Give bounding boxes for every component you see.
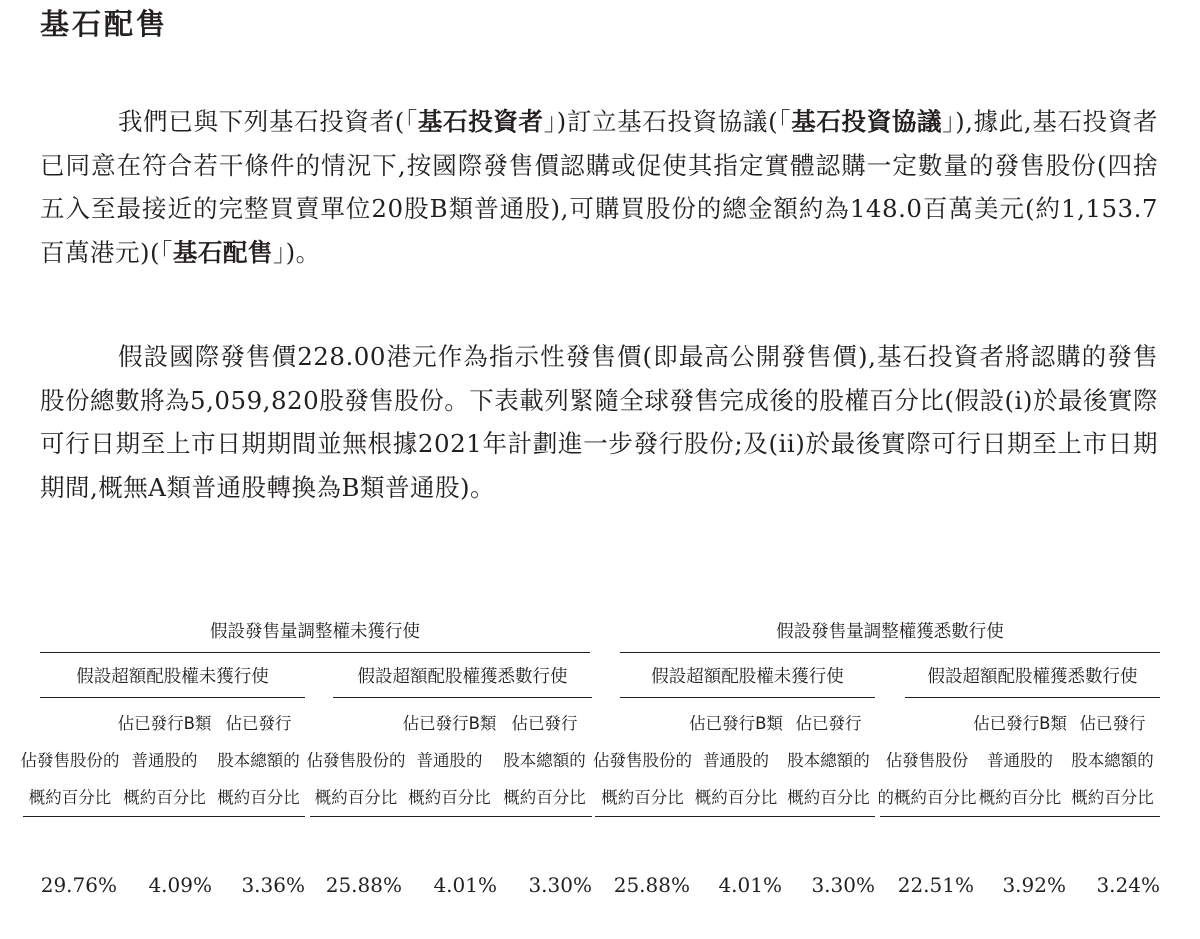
percentage-value: 4.01% bbox=[718, 873, 782, 897]
group-header: 假設發售量調整權未獲行使 bbox=[210, 622, 420, 642]
column-header-line: 概約百分比 bbox=[123, 788, 206, 807]
defined-term: 基石投資協議 bbox=[791, 107, 943, 136]
subgroup-header-rule bbox=[40, 697, 305, 698]
column-header-line: 佔發售股份的 bbox=[593, 751, 692, 770]
defined-term: 基石投資者 bbox=[417, 107, 544, 136]
percentage-value: 25.88% bbox=[325, 873, 402, 897]
paragraph-text: 我們已與下列基石投資者(「 bbox=[118, 107, 418, 136]
column-header-line: 概約百分比 bbox=[787, 788, 870, 807]
group-header-rule bbox=[40, 652, 590, 653]
column-header-rule bbox=[974, 816, 1066, 817]
column-header-rule bbox=[595, 816, 690, 817]
percentage-value: 3.30% bbox=[528, 873, 592, 897]
subgroup-header: 假設超額配股權獲悉數行使 bbox=[357, 667, 568, 687]
column-header-line: 股本總額的 bbox=[217, 751, 300, 770]
column-header-line: 普通股的 bbox=[131, 751, 198, 770]
column-header-rule bbox=[690, 816, 782, 817]
column-header-rule bbox=[310, 816, 402, 817]
column-header-line: 概約百分比 bbox=[503, 788, 586, 807]
column-header-rule bbox=[23, 816, 117, 817]
subgroup-header-rule bbox=[333, 697, 592, 698]
percentage-value: 22.51% bbox=[897, 873, 974, 897]
subgroup-header-rule bbox=[620, 697, 875, 698]
paragraph-text: 」),據此,基石投資者已同意在符合若干條件的情況下,按國際發售價認購或促使其指定實體認購一定數量的發售股份(四捨五入至最接近的完整買賣單位20股B類普通股),可購買股份的總金額約為148.0百萬美元(約1,153.7百萬港元)(「 bbox=[40, 107, 1159, 267]
column-header-line: 佔已發行 bbox=[795, 714, 862, 733]
column-header-rule bbox=[402, 816, 497, 817]
column-header-line: 佔已發行B類 bbox=[973, 714, 1067, 733]
defined-term: 基石配售 bbox=[172, 237, 273, 267]
column-header-line: 普通股的 bbox=[416, 751, 483, 770]
column-header-line: 股本總額的 bbox=[787, 751, 870, 770]
column-header-line: 佔已發行B類 bbox=[117, 714, 212, 733]
paragraph-text: 」)。 bbox=[272, 237, 321, 267]
column-header-line: 佔已發行B類 bbox=[689, 714, 783, 733]
subgroup-header: 假設超額配股權獲悉數行使 bbox=[927, 667, 1138, 687]
paragraph-cornerstone-intro bbox=[40, 100, 1158, 274]
column-header-line: 概約百分比 bbox=[978, 788, 1062, 807]
column-header-rule bbox=[1065, 816, 1160, 817]
percentage-value: 3.92% bbox=[1002, 873, 1066, 897]
column-header-line: 佔發售股份的 bbox=[20, 751, 120, 770]
column-header-line: 股本總額的 bbox=[503, 751, 586, 770]
column-header-rule bbox=[880, 816, 974, 817]
column-header-line: 佔發售股份 bbox=[885, 751, 969, 770]
column-header-line: 概約百分比 bbox=[314, 788, 398, 807]
column-header-rule bbox=[497, 816, 592, 817]
subgroup-header: 假設超額配股權未獲行使 bbox=[76, 667, 269, 687]
subgroup-header-rule bbox=[905, 697, 1160, 698]
paragraph-shareholding-assumption: 假設國際發售價228.00港元作為指示性發售價(即最高公開發售價),基石投資者將認購的發售股份總數將為5,059,820股發售股份。下表載列緊隨全球發售完成後的股權百分比(假設(i)於最後實際可行日期至上市日期期間並無根據2021年計劃進一步發行股份;及(ii)於最後實際可行日期至上市日期期間,概無A類普通股轉換為B類普通股)。 bbox=[40, 342, 1158, 502]
group-header: 假設發售量調整權獲悉數行使 bbox=[776, 622, 1004, 642]
group-header-rule bbox=[620, 652, 1160, 653]
percentage-value: 3.30% bbox=[811, 873, 875, 897]
percentage-value: 3.36% bbox=[241, 873, 305, 897]
column-header-line: 概約百分比 bbox=[694, 788, 778, 807]
percentage-value: 25.88% bbox=[613, 873, 690, 897]
column-header-line: 佔發售股份的 bbox=[306, 751, 406, 770]
column-header-line: 佔已發行 bbox=[225, 714, 292, 733]
column-header-rule bbox=[782, 816, 875, 817]
section-title: 基石配售 bbox=[40, 7, 169, 41]
percentage-value: 4.01% bbox=[433, 873, 497, 897]
column-header-line: 佔已發行B類 bbox=[402, 714, 497, 733]
column-header-line: 股本總額的 bbox=[1071, 751, 1154, 770]
column-header-line: 概約百分比 bbox=[217, 788, 300, 807]
column-header-line: 佔已發行 bbox=[1079, 714, 1146, 733]
percentage-value: 4.09% bbox=[148, 873, 212, 897]
column-header-rule bbox=[117, 816, 212, 817]
percentage-value: 29.76% bbox=[40, 873, 117, 897]
column-header-line: 的概約百分比 bbox=[877, 788, 977, 807]
column-header-line: 佔已發行 bbox=[511, 714, 578, 733]
column-header-line: 概約百分比 bbox=[28, 788, 112, 807]
subgroup-header: 假設超額配股權未獲行使 bbox=[651, 667, 844, 687]
column-header-line: 普通股的 bbox=[987, 751, 1053, 770]
column-header-line: 概約百分比 bbox=[408, 788, 491, 807]
column-header-line: 概約百分比 bbox=[601, 788, 684, 807]
percentage-value: 3.24% bbox=[1096, 873, 1160, 897]
paragraph-text: 」)訂立基石投資協議(「 bbox=[543, 107, 792, 136]
column-header-rule bbox=[212, 816, 305, 817]
column-header-line: 普通股的 bbox=[703, 751, 769, 770]
column-header-line: 概約百分比 bbox=[1071, 788, 1154, 807]
